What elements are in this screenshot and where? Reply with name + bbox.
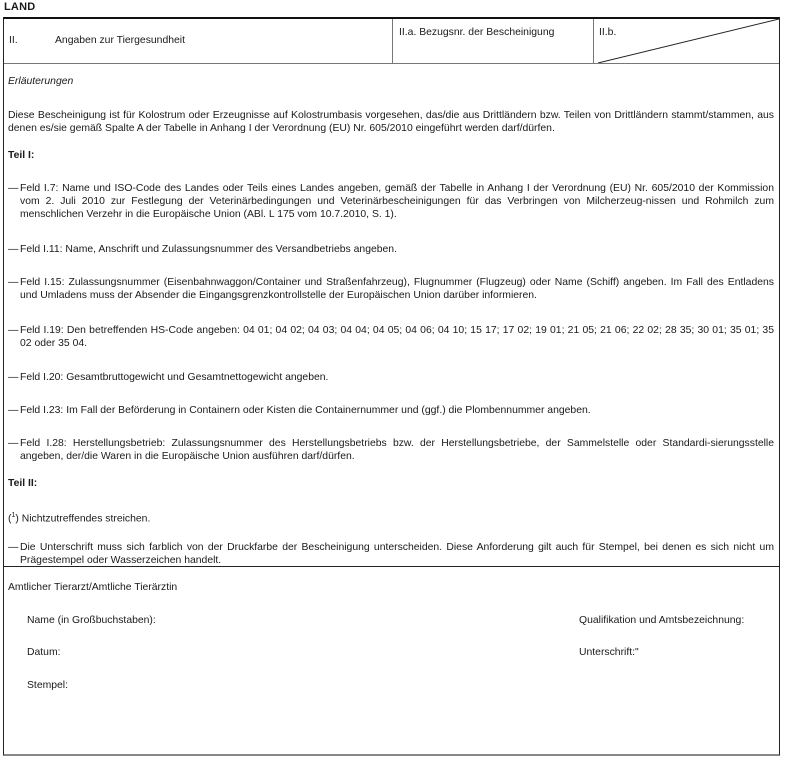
dash-bullet: — xyxy=(8,372,19,383)
note-item-text: Feld I.20: Gesamtbruttogewicht und Gesamtnettogewicht angeben. xyxy=(20,372,329,383)
dash-bullet: — xyxy=(8,183,19,194)
note-item-text: Feld I.19: Den betreffenden HS-Code angeben: 04 01; 04 02; 04 03; 04 04; 04 05; 04 06; 04 10; 15 17; 17 02; 19 01; 21 05; 21 06; 22 02; 28 35; 30 01; 35 01; 35 02 oder 35 04. xyxy=(20,325,774,349)
note-item xyxy=(8,182,774,221)
signature-heading: Amtlicher Tierarzt/Amtliche Tierärztin xyxy=(8,582,178,593)
notes-section xyxy=(4,63,779,566)
dash-bullet: — xyxy=(8,405,19,416)
note-item xyxy=(8,541,774,567)
section-title: Angaben zur Tiergesundheit xyxy=(55,35,185,46)
certificate-form xyxy=(3,17,780,756)
country-label: LAND xyxy=(4,1,36,13)
section-title-cell xyxy=(4,19,393,63)
note-item xyxy=(8,404,774,417)
note-item xyxy=(8,437,774,463)
reference-number-label: II.a. Bezugsnr. der Bescheinigung xyxy=(399,27,555,38)
note-item xyxy=(8,276,774,302)
header-row xyxy=(4,19,779,64)
note-item xyxy=(8,371,774,384)
field-iib-label: II.b. xyxy=(599,27,617,38)
note-item-text: Feld I.15: Zulassungsnummer (Eisenbahnwaggon/Container und Straßenfahrzeug), Flugnummer (Flugzeug) oder Name (Schiff) angeben. Im Fall des Entladens und Umladens muss der Absender die Eingangsgrenzkontrollstelle der Europäischen Union darüber informieren. xyxy=(20,277,774,301)
name-field-label[interactable]: Name (in Großbuchstaben): xyxy=(27,615,156,626)
part1-heading: Teil I: xyxy=(8,150,35,161)
notes-intro: Diese Bescheinigung ist für Kolostrum oder Erzeugnisse auf Kolostrumbasis vorgesehen, das/die aus Drittländern bzw. Teilen von Drittländern stammt/stammen, aus denen es/sie gemäß Spalte A der Tabelle in Anhang I der Verordnung (EU) Nr. 605/2010 eingeführt werden darf/dürfen. xyxy=(8,110,774,134)
signature-section xyxy=(4,566,779,757)
dash-bullet: — xyxy=(8,325,19,336)
note-item-text: Feld I.28: Herstellungsbetrieb: Zulassungsnummer des Herstellungsbetriebs bzw. der Herstellungsbetriebe, der Sammelstelle oder Standardi-sierungsstelle angeben, der/die Waren in die Europäische Union ausführen darf/dürfen. xyxy=(20,438,774,462)
notes-heading: Erläuterungen xyxy=(8,76,74,87)
footnote-text: Nichtzutreffendes streichen. xyxy=(21,513,151,525)
note-item-text: Die Unterschrift muss sich farblich von der Druckfarbe der Bescheinigung unterscheiden. Diese Anforderung gilt auch für Stempel, bei denen es sich nicht um Prägestempel oder Wasserzeichen handelt. xyxy=(20,542,774,566)
signature-field-label[interactable]: Unterschrift:" xyxy=(579,647,639,658)
section-number: II. xyxy=(9,35,18,46)
stamp-field-label[interactable]: Stempel: xyxy=(27,680,69,691)
field-iib xyxy=(594,19,779,63)
dash-bullet: — xyxy=(8,438,19,449)
dash-bullet: — xyxy=(8,277,19,288)
note-item-text: Feld I.7: Name und ISO-Code des Landes oder Teils eines Landes angeben, gemäß der Tabelle in Anhang I der Verordnung (EU) Nr. 605/2010 der Kommission vom 2. Juli 2010 zur Festlegung der Veterinärbedingungen und Veterinärbescheinigungen für das Verbringen von Milcherzeug-nissen und Rohmilch zum menschlichen Verzehr in die Europäische Union (ABl. L 175 vom 10.7.2010, S. 1). xyxy=(20,183,774,220)
footnote-marker: 1 xyxy=(11,512,16,519)
reference-number-field[interactable] xyxy=(393,19,594,63)
note-item xyxy=(8,243,774,256)
part2-heading: Teil II: xyxy=(8,478,38,489)
note-item-text: Feld I.11: Name, Anschrift und Zulassungsnummer des Versandbetriebs angeben. xyxy=(20,244,397,255)
dash-bullet: — xyxy=(8,244,19,255)
date-field-label[interactable]: Datum: xyxy=(27,647,61,658)
strike-diagonal xyxy=(594,19,779,63)
qualification-field-label[interactable]: Qualifikation und Amtsbezeichnung: xyxy=(579,615,745,626)
dash-bullet: — xyxy=(8,542,19,553)
note-item xyxy=(8,324,774,350)
note-item-text: Feld I.23: Im Fall der Beförderung in Containern oder Kisten die Containernummer und (ggf.) die Plombennummer angeben. xyxy=(20,405,591,416)
footnote: ($^1$) Nichtzutreffendes streichen. xyxy=(8,512,151,525)
